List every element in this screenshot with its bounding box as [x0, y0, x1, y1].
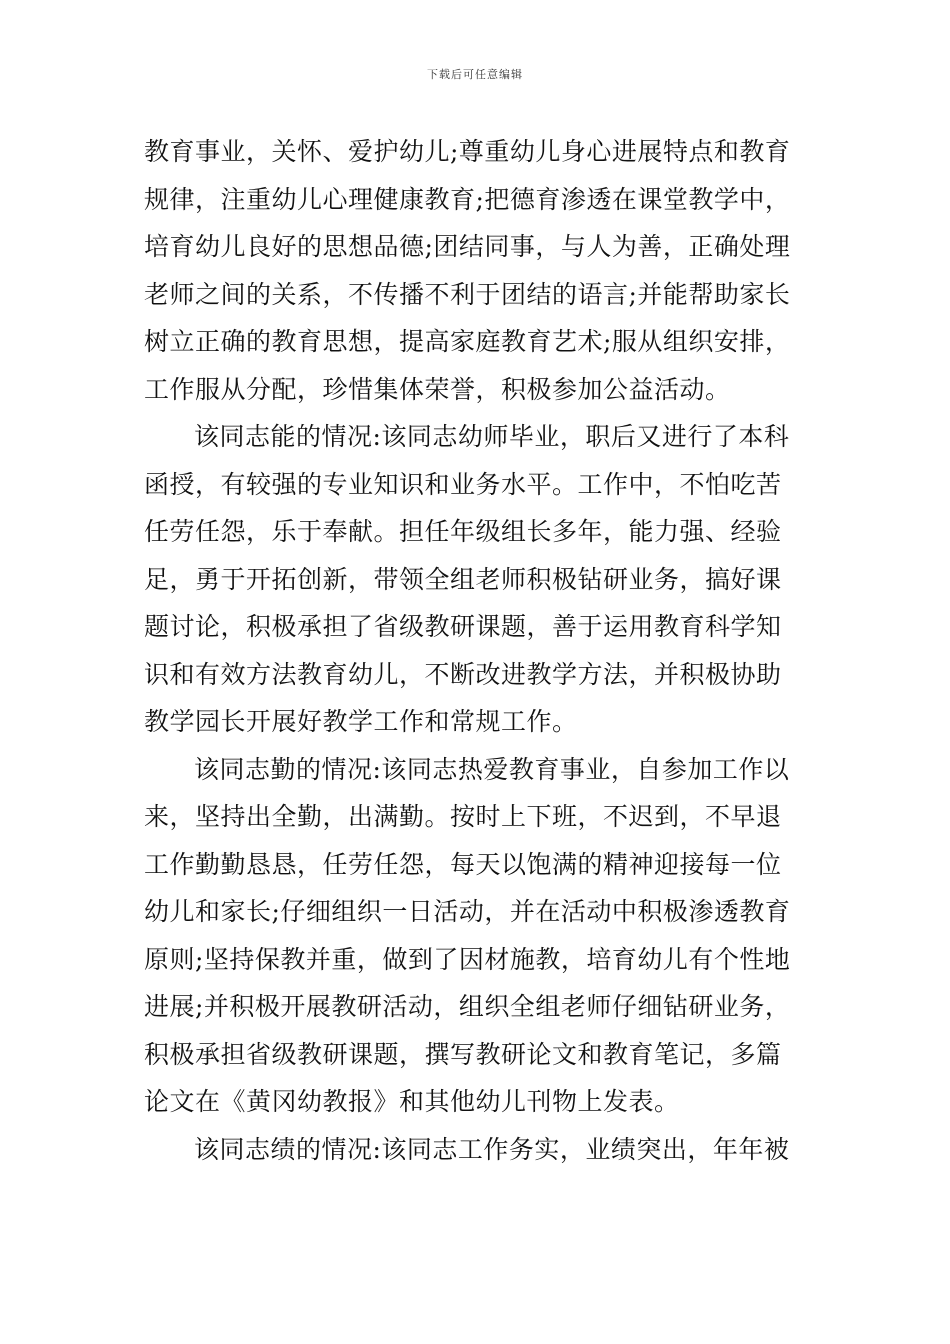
text-line: 原则;坚持保教并重，做到了因材施教，培育幼儿有个性地	[144, 944, 791, 974]
text-line: 任劳任怨，乐于奉献。担任年级组长多年，能力强、经验	[144, 517, 782, 546]
text-line: 幼儿和家长;仔细组织一日活动，并在活动中积极渗透教育	[144, 897, 791, 926]
text-line: 识和有效方法教育幼儿，不断改进教学方法，并积极协助	[144, 659, 782, 689]
paragraph-start-line: 该同志绩的情况:该同志工作务实，业绩突出，年年被	[194, 1134, 790, 1164]
text-line: 来，坚持出全勤，出满勤。按时上下班，不迟到，不早退	[144, 802, 782, 831]
text-line: 足，勇于开拓创新，带领全组老师积极钻研业务，搞好课	[144, 564, 782, 594]
text-line: 论文在《黄冈幼教报》和其他幼儿刊物上发表。	[144, 1087, 680, 1116]
text-line: 培育幼儿良好的思想品德;团结同事，与人为善，正确处理	[144, 232, 791, 261]
paragraph-start-line: 该同志能的情况:该同志幼师毕业，职后又进行了本科	[194, 422, 790, 451]
text-line: 进展;并积极开展教研活动，组织全组老师仔细钻研业务，	[144, 992, 791, 1021]
text-line: 树立正确的教育思想，提高家庭教育艺术;服从组织安排，	[144, 327, 791, 356]
text-line: 积极承担省级教研课题，撰写教研论文和教育笔记，多篇	[144, 1039, 782, 1069]
text-line: 教学园长开展好教学工作和常规工作。	[144, 707, 578, 736]
text-line: 题讨论，积极承担了省级教研课题，善于运用教育科学知	[144, 612, 782, 641]
text-line: 教育事业，关怀、爱护幼儿;尊重幼儿身心进展特点和教育	[144, 137, 791, 166]
text-line: 工作服从分配，珍惜集体荣誉，积极参加公益活动。	[144, 374, 731, 404]
paragraph-start-line: 该同志勤的情况:该同志热爱教育事业，自参加工作以	[194, 754, 790, 784]
text-line: 老师之间的关系，不传播不利于团结的语言;并能帮助家长	[144, 279, 791, 309]
text-line: 函授，有较强的专业知识和业务水平。工作中，不怕吃苦	[144, 469, 782, 499]
text-line: 规律，注重幼儿心理健康教育;把德育渗透在课堂教学中，	[144, 184, 791, 214]
text-line: 工作勤勤恳恳，任劳任怨，每天以饱满的精神迎接每一位	[144, 849, 782, 879]
document-body	[144, 128, 814, 1173]
page-header: 下载后可任意编辑	[427, 68, 523, 81]
